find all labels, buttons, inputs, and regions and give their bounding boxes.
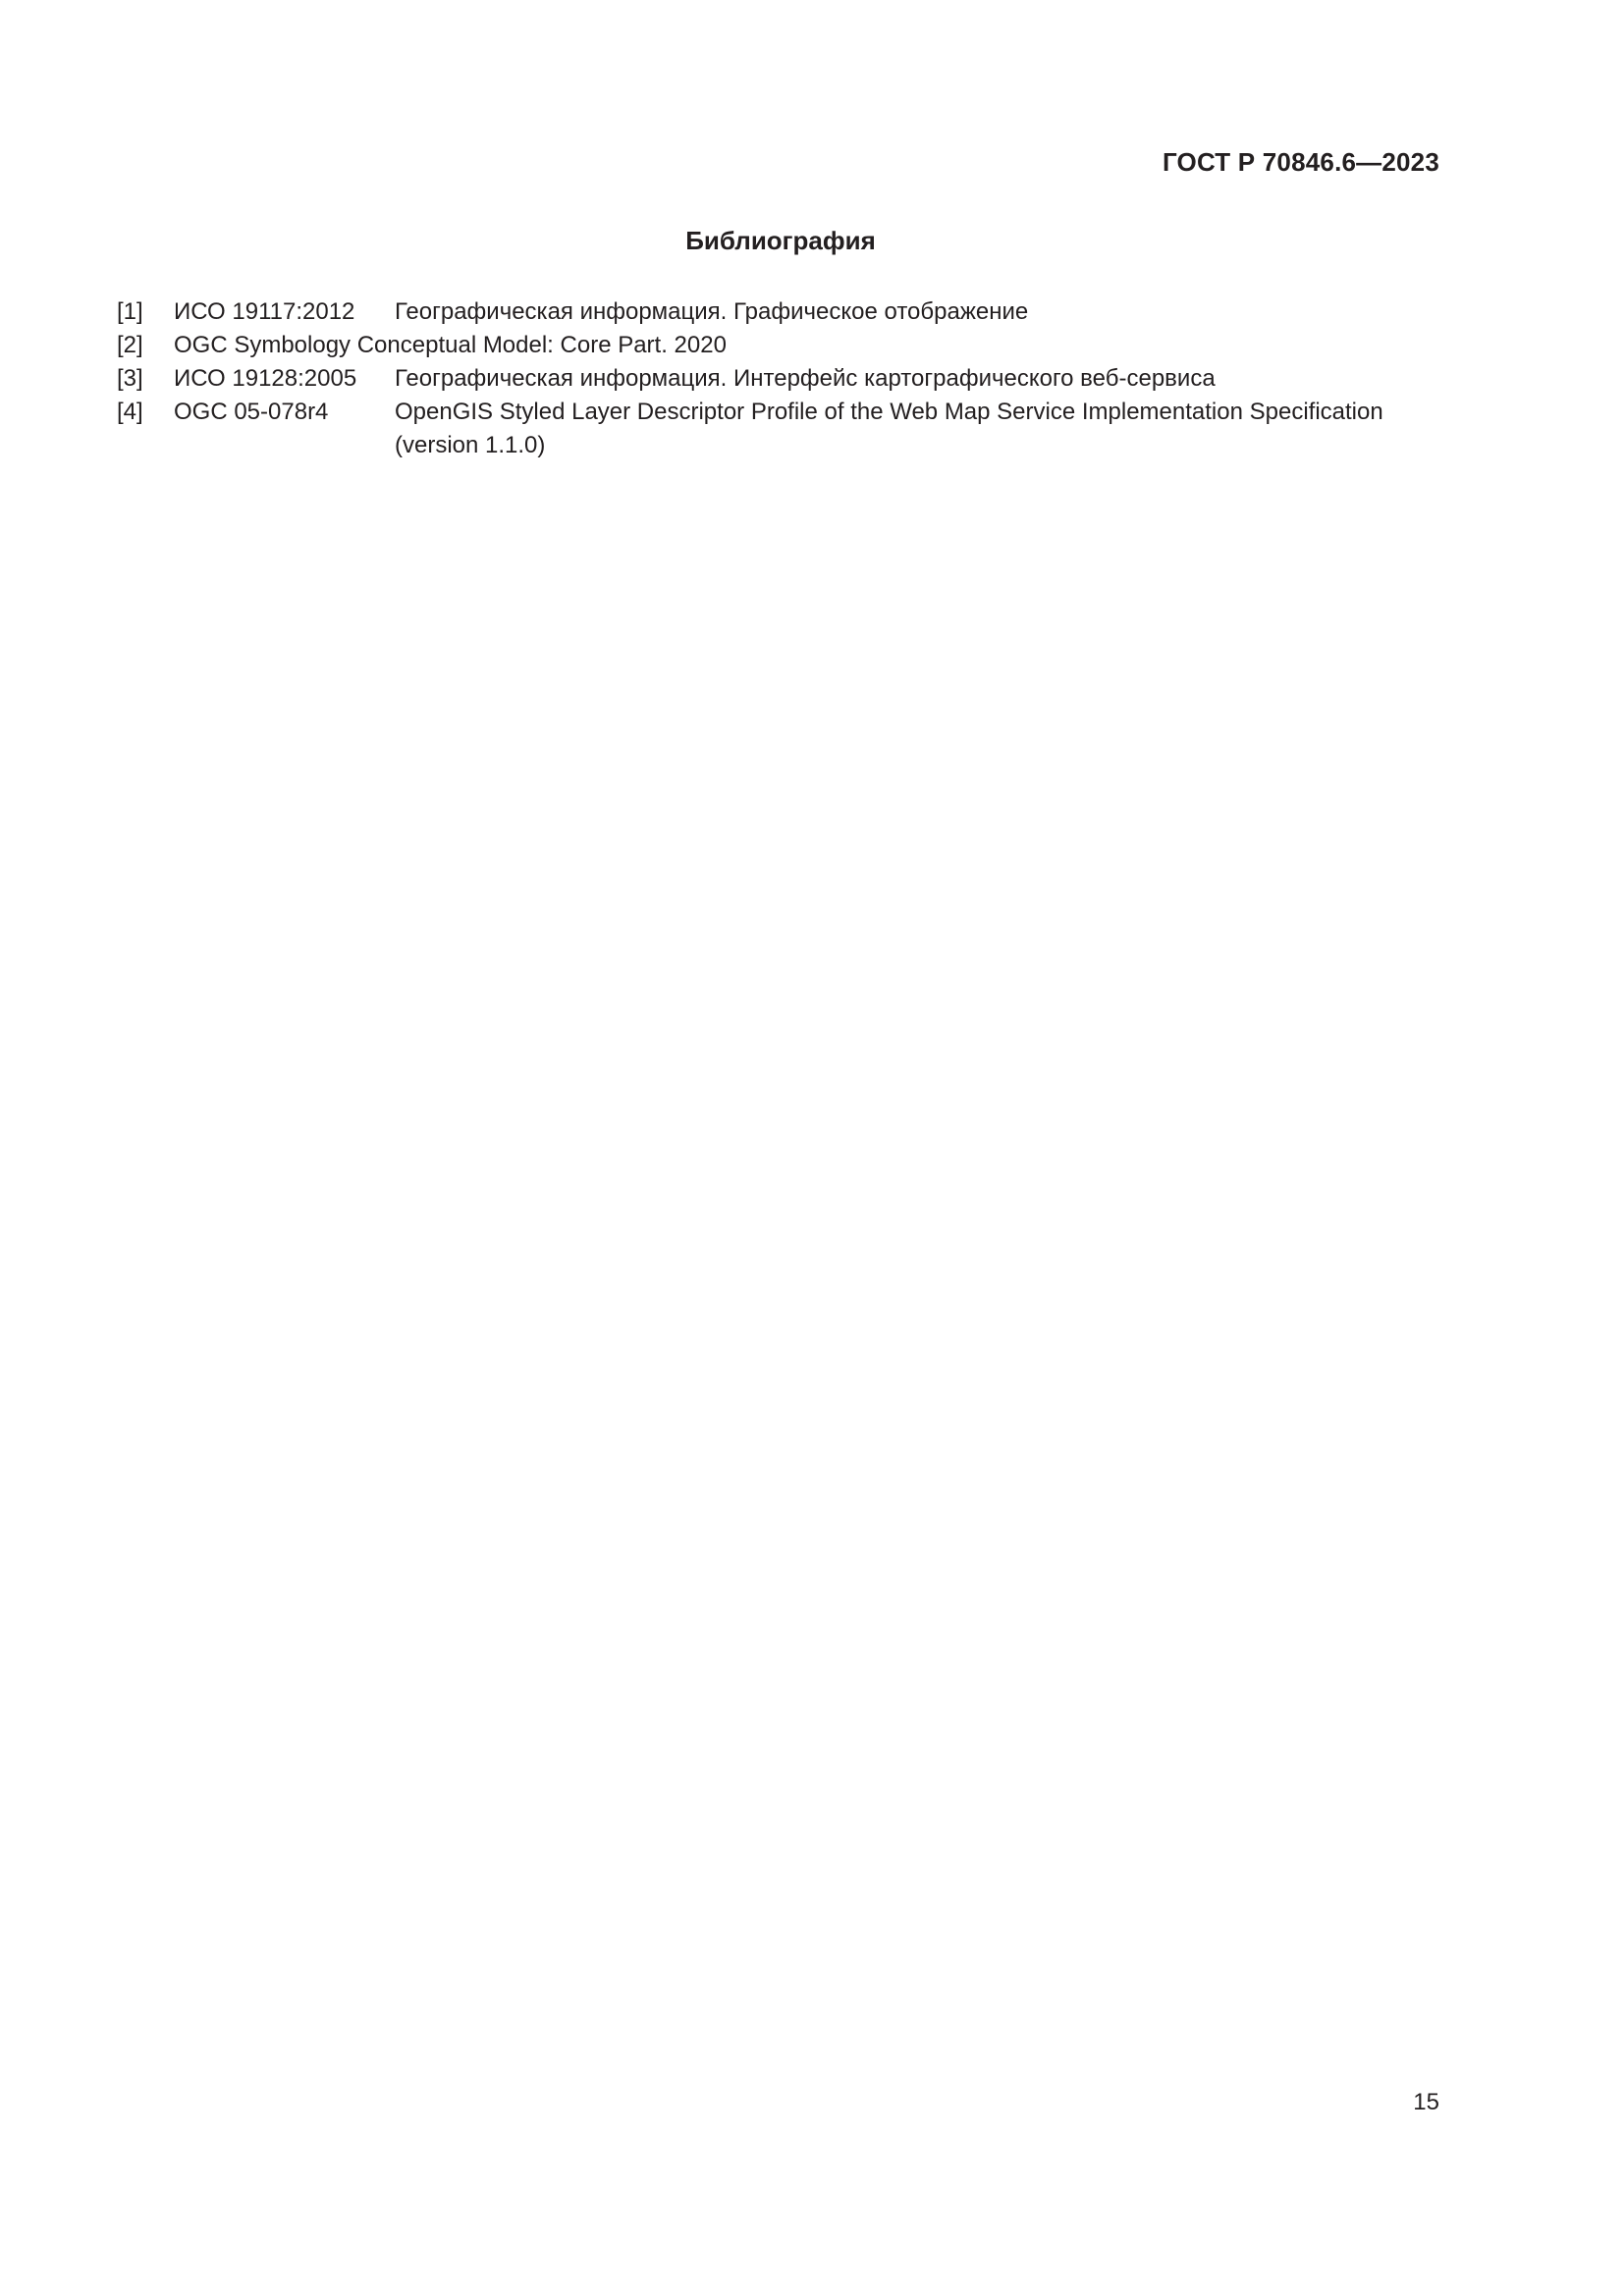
entry-title: Географическая информация. Графическое отображение: [395, 298, 1029, 325]
entry-title: Географическая информация. Интерфейс картографического веб-сервиса: [395, 365, 1216, 392]
page-number: 15: [1413, 2089, 1439, 2115]
entry-title: OpenGIS Styled Layer Descriptor Profile of the Web Map Service Implementation Specification (version 1.1.0): [395, 399, 1383, 458]
entry-code: ИСО 19117:2012: [174, 298, 355, 325]
entry-code: ИСО 19128:2005: [174, 365, 357, 392]
bibliography-entry: [117, 396, 1442, 462]
entry-number: [3]: [117, 365, 143, 392]
bibliography-entry: [117, 329, 1442, 362]
entry-title: OGC Symbology Conceptual Model: Core Part. 2020: [174, 332, 727, 358]
bibliography-entry: [117, 295, 1442, 329]
bibliography-list: [117, 295, 1442, 462]
entry-number: [1]: [117, 298, 143, 325]
document-code: ГОСТ Р 70846.6—2023: [1162, 147, 1439, 177]
entry-number: [2]: [117, 332, 143, 358]
entry-number: [4]: [117, 399, 143, 425]
section-title: Библиография: [685, 226, 876, 255]
bibliography-entry: [117, 362, 1442, 396]
entry-code: OGC 05-078r4: [174, 399, 329, 425]
